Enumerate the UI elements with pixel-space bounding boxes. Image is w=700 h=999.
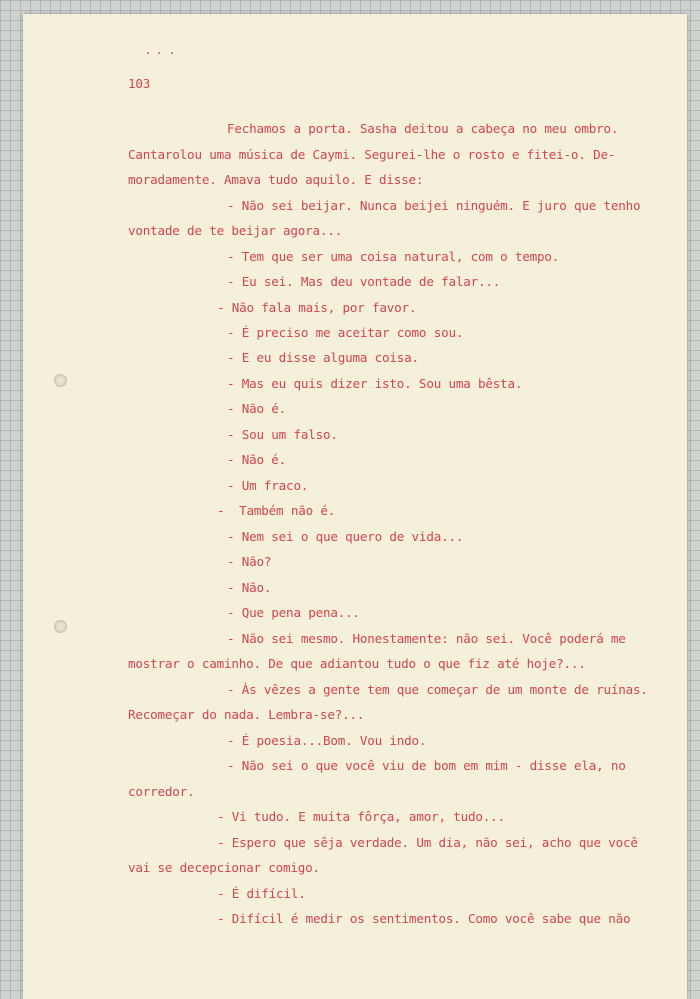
text-line: - Difícil é medir os sentimentos. Como você sabe que não: [217, 911, 631, 926]
text-line: - Também não é.: [217, 503, 336, 518]
text-line: - Não fala mais, por favor.: [217, 300, 417, 315]
text-line: vontade de te beijar agora...: [128, 223, 343, 238]
text-line: - Às vêzes a gente tem que começar de um monte de ruínas.: [227, 682, 648, 697]
text-line: - Sou um falso.: [227, 427, 338, 442]
text-line: Cantarolou uma música de Caymi. Segurei-lhe o rosto e fitei-o. De-: [128, 147, 616, 162]
text-line: - Não é.: [227, 401, 287, 416]
text-line: - Nem sei o que quero de vida...: [227, 529, 464, 544]
text-line: Fechamos a porta. Sasha deitou a cabeça no meu ombro.: [227, 121, 619, 136]
text-line: moradamente. Amava tudo aquilo. E disse:: [128, 172, 424, 187]
text-line: - Não é.: [227, 452, 287, 467]
text-line: - E eu disse alguma coisa.: [227, 350, 419, 365]
text-line: - Não sei beijar. Nunca beijei ninguém. E juro que tenho: [227, 198, 641, 213]
text-line: - É preciso me aceitar como sou.: [227, 325, 464, 340]
text-line: - Vi tudo. E muita fôrça, amor, tudo...: [217, 809, 505, 824]
punch-hole-bottom: [54, 620, 67, 633]
ink-mark: [145, 51, 175, 55]
text-line: corredor.: [128, 784, 195, 799]
text-line: mostrar o caminho. De que adiantou tudo o que fiz até hoje?...: [128, 656, 586, 671]
text-line: Recomeçar do nada. Lembra-se?...: [128, 707, 365, 722]
page-number: 103: [128, 76, 151, 91]
text-line: - Mas eu quis dizer isto. Sou uma bêsta.: [227, 376, 523, 391]
text-line: - Que pena pena...: [227, 605, 360, 620]
text-line: - Eu sei. Mas deu vontade de falar...: [227, 274, 501, 289]
text-line: - É poesia...Bom. Vou indo.: [227, 733, 427, 748]
text-line: - É difícil.: [217, 886, 306, 901]
text-line: - Não.: [227, 580, 272, 595]
text-line: - Espero que sêja verdade. Um dia, não sei, acho que você: [217, 835, 638, 850]
text-line: - Não sei mesmo. Honestamente: não sei. Você poderá me: [227, 631, 626, 646]
text-line: - Não?: [227, 554, 272, 569]
text-line: - Tem que ser uma coisa natural, com o tempo.: [227, 249, 560, 264]
text-line: - Não sei o que você viu de bom em mim - disse ela, no: [227, 758, 626, 773]
punch-hole-top: [54, 374, 67, 387]
text-line: vai se decepcionar comigo.: [128, 860, 320, 875]
typewritten-page: [23, 14, 687, 999]
text-line: - Um fraco.: [227, 478, 309, 493]
